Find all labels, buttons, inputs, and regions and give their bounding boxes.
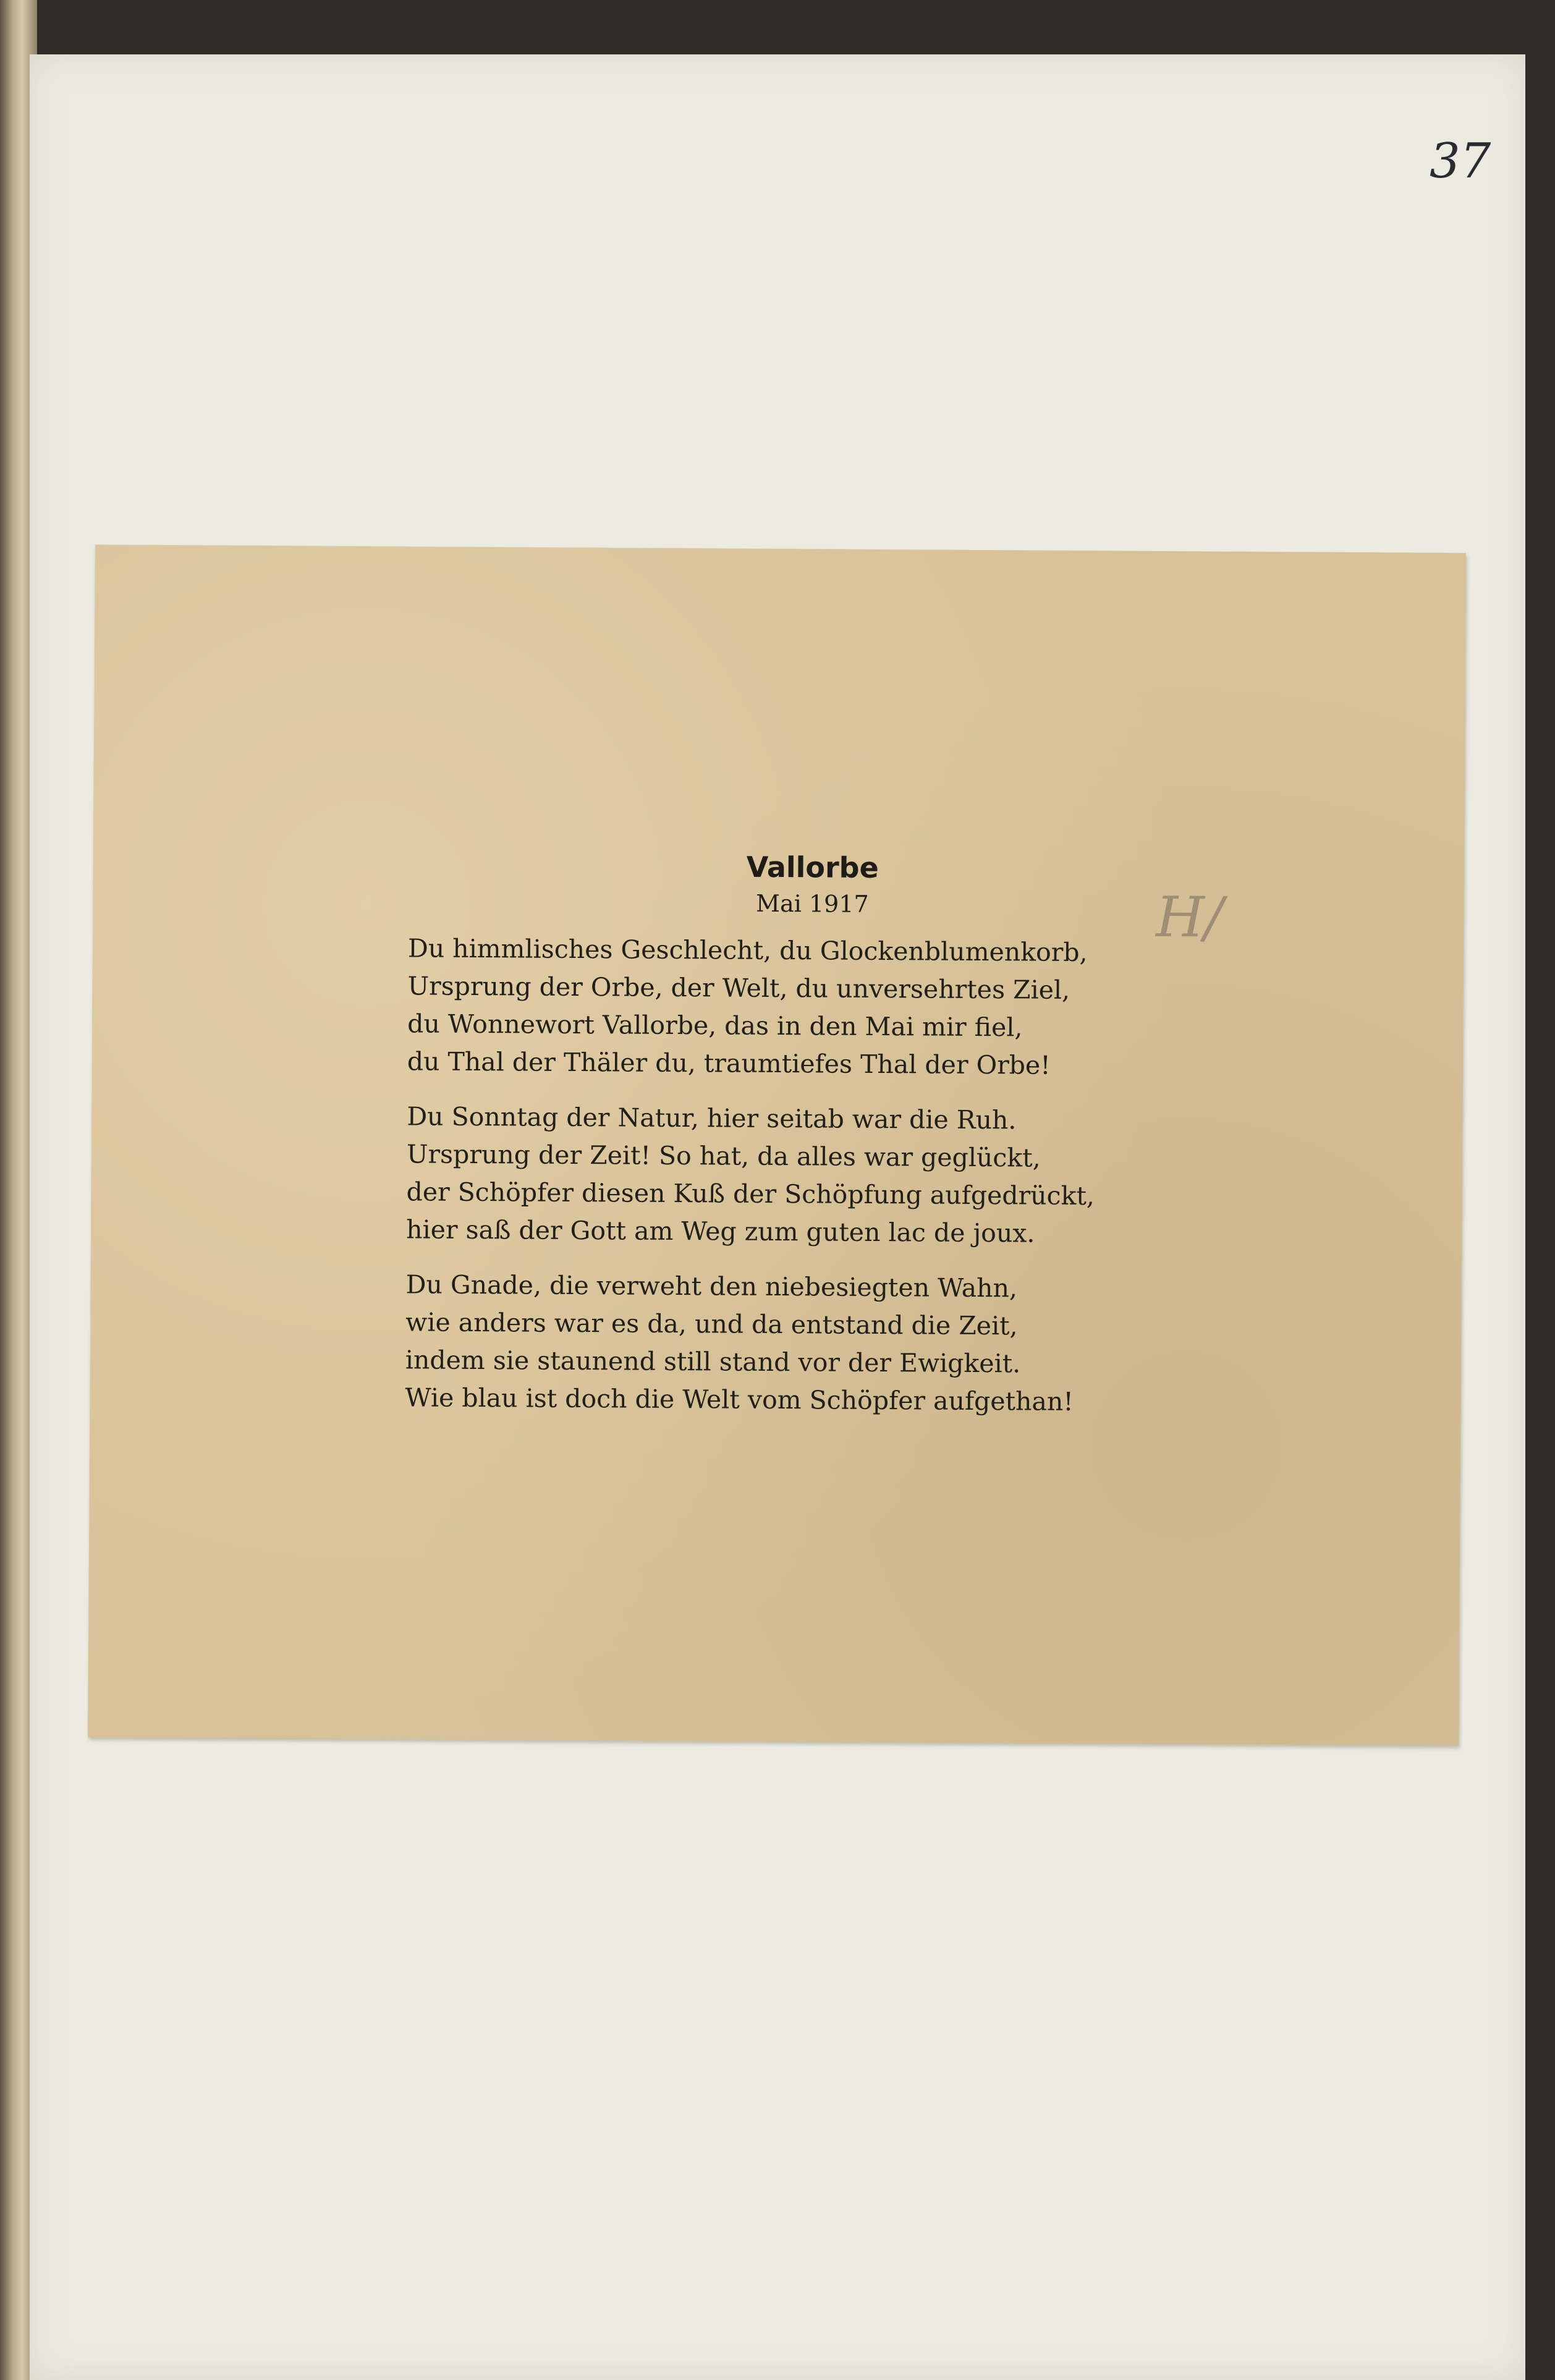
poem-line: Du Gnade, die verweht den niebesiegten Wahn, — [405, 1269, 1018, 1303]
poem-line: Du Sonntag der Natur, hier seitab war die Ruh. — [407, 1101, 1017, 1135]
poem-line: Ursprung der Zeit! So hat, da alles war geglückt, — [406, 1139, 1041, 1173]
poem-line: wie anders war es da, und da entstand die Zeit, — [405, 1307, 1018, 1341]
stanza-1 — [407, 930, 1286, 1086]
poem-line: der Schöpfer diesen Kuß der Schöpfung aufgedrückt, — [406, 1177, 1095, 1211]
poem-line: hier saß der Gott am Weg zum guten lac de joux. — [406, 1214, 1035, 1248]
stanza-3 — [405, 1266, 1283, 1422]
poem-body — [405, 930, 1286, 1439]
poem-title: Vallorbe — [746, 850, 879, 884]
poem-date: Mai 1917 — [755, 889, 869, 918]
pencil-annotation: H/ — [1155, 884, 1224, 951]
poem-line: du Wonnewort Vallorbe, das in den Mai mir fiel, — [407, 1009, 1023, 1043]
stanza-2 — [406, 1098, 1284, 1254]
poem-line: indem sie staunend still stand vor der Ewigkeit. — [405, 1345, 1021, 1379]
album-page — [30, 54, 1525, 2380]
poem-line: Du himmlisches Geschlecht, du Glockenblumenkorb, — [407, 933, 1088, 968]
page-number: 37 — [1430, 133, 1491, 189]
poem-line: Wie blau ist doch die Welt vom Schöpfer aufgethan! — [405, 1383, 1074, 1417]
poem-line: Ursprung der Orbe, der Welt, du unversehrtes Ziel, — [407, 971, 1070, 1005]
poem-line: du Thal der Thäler du, traumtiefes Thal der Orbe! — [407, 1046, 1051, 1080]
pasted-newspaper-clipping — [88, 544, 1466, 1746]
